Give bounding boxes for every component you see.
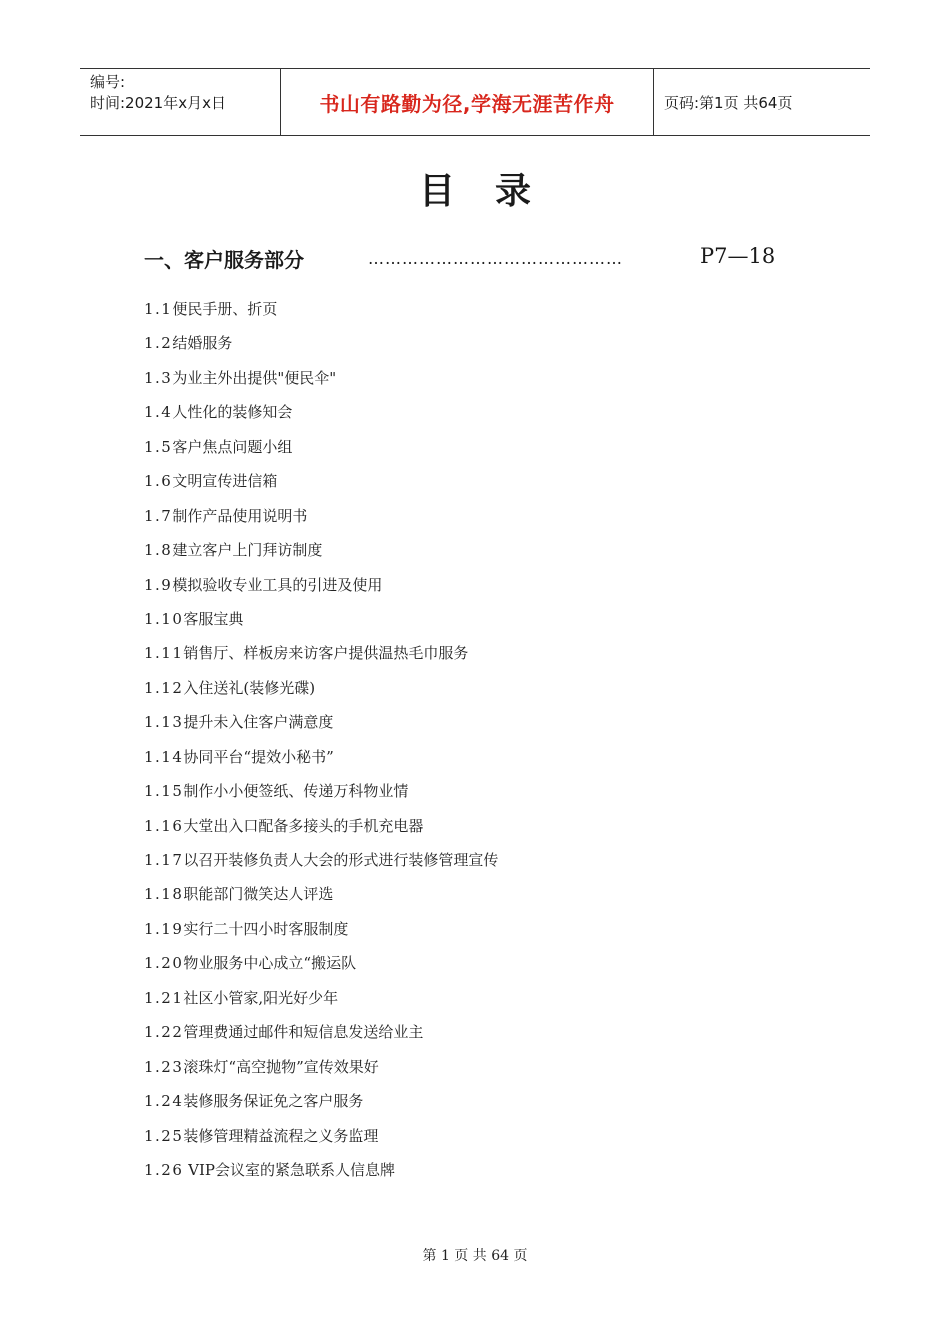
toc-item-text: 装修服务保证免之客户服务 (183, 1092, 364, 1111)
toc-item (144, 1015, 498, 1049)
toc-list (144, 292, 498, 1187)
toc-item-text: 便民手册、折页 (172, 300, 278, 318)
toc-item-number: 1.23 (144, 1057, 184, 1076)
toc-item-number: 1.5 (144, 437, 173, 456)
toc-item (144, 1153, 498, 1187)
toc-item-text: 模拟验收专业工具的引进及使用 (172, 575, 383, 594)
toc-item-number: 1.20 (144, 954, 184, 973)
toc-item-text: 销售厅、样板房来访客户提供温热毛巾服务 (183, 644, 469, 663)
toc-item-text: 提升未入住客户满意度 (183, 713, 334, 732)
toc-item-text: 制作小小便签纸、传递万科物业情 (183, 782, 409, 801)
toc-item (144, 671, 498, 705)
toc-item (144, 292, 498, 326)
toc-item-text: 大堂出入口配备多接头的手机充电器 (183, 816, 424, 835)
toc-item-text: 职能部门微笑达人评选 (183, 885, 334, 904)
toc-item (144, 877, 498, 911)
section-leader-dots: ……………………………………… (368, 249, 623, 268)
page-title: 目录 (418, 170, 571, 212)
toc-item-text: 人性化的装修知会 (172, 403, 293, 422)
toc-item-text: 建立客户上门拜访制度 (172, 541, 323, 560)
toc-item-text: 客服宝典 (183, 609, 244, 628)
toc-item-number: 1.4 (144, 403, 173, 422)
toc-item-number: 1.19 (144, 919, 184, 938)
toc-item-number: 1.26 (144, 1160, 184, 1179)
toc-item-number: 1.11 (144, 644, 184, 663)
toc-item (144, 361, 498, 395)
toc-item-text: 结婚服务 (172, 334, 233, 353)
toc-item (144, 464, 498, 498)
toc-item (144, 533, 498, 567)
toc-item-number: 1.10 (144, 609, 184, 628)
toc-item-number: 1.12 (144, 678, 184, 697)
toc-item-text: 制作产品使用说明书 (172, 506, 308, 525)
toc-item (144, 809, 498, 843)
toc-item-text: VIP会议室的紧急联系人信息牌 (183, 1160, 396, 1179)
toc-item-text: 客户焦点问题小组 (172, 437, 293, 456)
toc-item-number: 1.1 (144, 300, 173, 318)
toc-item-text: 以召开装修负责人大会的形式进行装修管理宣传 (183, 851, 499, 869)
toc-item (144, 740, 498, 774)
toc-item (144, 843, 498, 877)
toc-item (144, 981, 498, 1015)
toc-item (144, 636, 498, 670)
toc-item-number: 1.17 (144, 851, 184, 869)
toc-item (144, 568, 498, 602)
serial-label: 编号: (90, 73, 126, 91)
toc-item-text: 滚珠灯“高空抛物”宣传效果好 (183, 1057, 379, 1076)
toc-item-text: 管理费通过邮件和短信息发送给业主 (183, 1023, 424, 1042)
toc-item-number: 1.14 (144, 747, 184, 766)
toc-item-number: 1.21 (144, 988, 184, 1007)
toc-item (144, 946, 498, 980)
toc-item-text: 装修管理精益流程之义务监理 (183, 1126, 379, 1145)
toc-item-number: 1.24 (144, 1092, 184, 1111)
section-page-range: P7—18 (700, 244, 776, 268)
toc-section-heading (144, 244, 784, 276)
header-meta-cell (80, 69, 281, 135)
document-header (80, 68, 870, 136)
header-page-info: 页码:第1页 共64页 (664, 93, 793, 112)
toc-item (144, 1119, 498, 1153)
toc-item (144, 395, 498, 429)
toc-item-number: 1.13 (144, 713, 184, 732)
time-label: 时间:2021年x月x日 (90, 94, 226, 112)
toc-item (144, 774, 498, 808)
toc-item-number: 1.3 (144, 368, 173, 387)
toc-item (144, 912, 498, 946)
toc-item-number: 1.25 (144, 1126, 184, 1145)
header-motto: 书山有路勤为径,学海无涯苦作舟 (281, 69, 654, 135)
toc-item (144, 499, 498, 533)
toc-item-text: 入住送礼(装修光碟) (183, 678, 316, 697)
toc-item-number: 1.18 (144, 885, 184, 904)
toc-item-number: 1.7 (144, 506, 173, 525)
toc-item (144, 1084, 498, 1118)
toc-item-number: 1.8 (144, 541, 173, 560)
toc-item-text: 物业服务中心成立“搬运队 (183, 954, 357, 973)
toc-item-text: 实行二十四小时客服制度 (183, 919, 349, 938)
section-title: 一、客户服务部分 (144, 248, 304, 272)
toc-item (144, 326, 498, 360)
toc-item (144, 1050, 498, 1084)
toc-item (144, 430, 498, 464)
toc-item (144, 705, 498, 739)
page-footer: 第 1 页 共 64 页 (422, 1248, 528, 1264)
toc-item-text: 协同平台“提效小秘书” (183, 747, 334, 766)
toc-item-text: 为业主外出提供"便民伞" (172, 368, 337, 387)
toc-item (144, 602, 498, 636)
toc-item-number: 1.6 (144, 472, 173, 491)
toc-item-number: 1.2 (144, 334, 173, 353)
toc-item-text: 文明宣传进信箱 (172, 472, 278, 491)
toc-item-number: 1.9 (144, 575, 173, 594)
toc-item-number: 1.15 (144, 782, 184, 801)
toc-item-text: 社区小管家,阳光好少年 (183, 988, 339, 1007)
toc-item-number: 1.16 (144, 816, 184, 835)
toc-item-number: 1.22 (144, 1023, 184, 1042)
